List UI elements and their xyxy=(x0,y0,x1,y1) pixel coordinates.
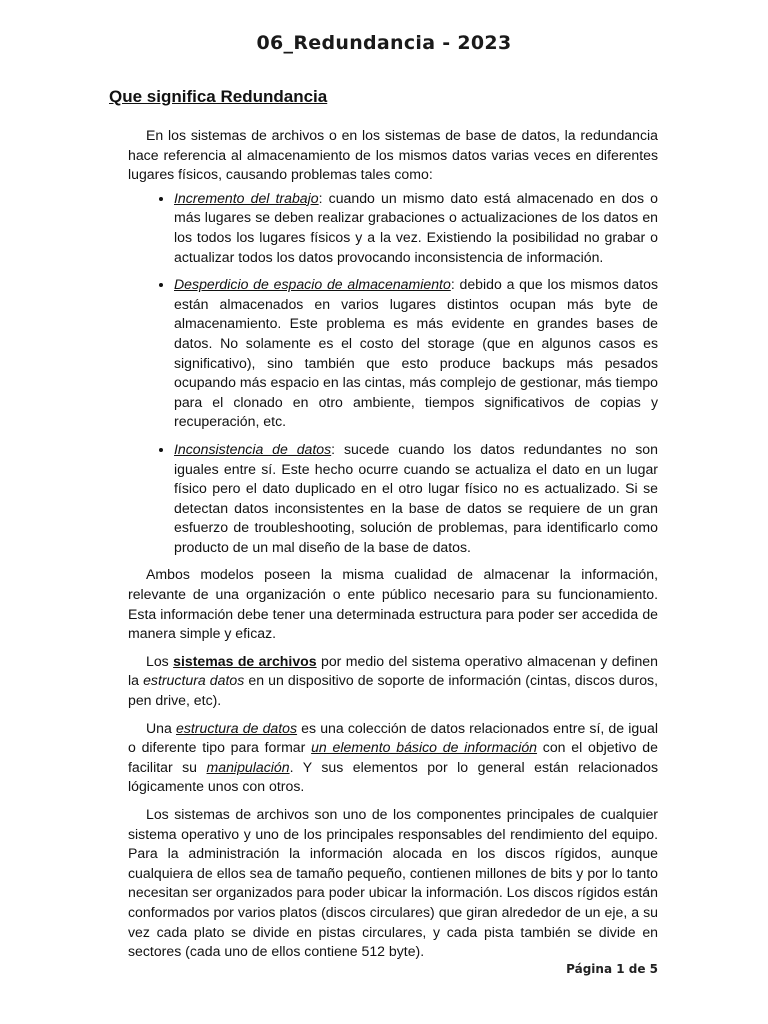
term-manipulation: manipulación xyxy=(206,758,290,775)
list-item-term: Desperdicio de espacio de almacenamiento xyxy=(174,276,451,293)
paragraph-data-structure xyxy=(128,719,658,797)
text-run: Los xyxy=(146,652,174,669)
term-data-structure-def: estructura de datos xyxy=(175,719,298,736)
intro-paragraph: En los sistemas de archivos o en los sistemas de base de datos, la redundancia hace referencia al almacenamiento de los mismos datos varias veces en diferentes lugares físicos, causando problemas tales como: xyxy=(128,127,658,183)
list-item-text: : sucede cuando los datos redundantes no son iguales entre sí. Este hecho ocurre cuando se actualiza el dato en un lugar físico pero el dato duplicado en el otro lugar físico no es actualizado. Si se detectan datos inconsistentes en la base de datos se requiere de un gran esfuerzo de troubleshooting, solución de problemas, para identificarlo como producto de un mal diseño de la base de datos. xyxy=(174,440,658,555)
list-item xyxy=(174,440,658,558)
list-item-text: : debido a que los mismos datos están almacenados en varios lugares distintos ocupan más byte de almacenamiento. Este problema es más evidente en grandes bases de datos. No solamente es el costo del storage (que en algunos casos es significativo), sino también que esto produce backups más pesados ocupando más espacio en las cintas, más complejo de gestionar, más tiempo para el clonado en otro ambiente, tiempos significativos de copias y recuperación, etc. xyxy=(174,276,658,430)
text-run: . Y sus elementos por lo general están relacionados lógicamente unos con otros. xyxy=(128,758,659,795)
text-run: por medio del sistema operativo almacenan y definen la xyxy=(128,652,658,689)
text-run: con el objetivo de facilitar su xyxy=(128,739,658,775)
list-item-term: Incremento del trabajo xyxy=(174,189,319,206)
text-run: Una xyxy=(146,719,176,736)
list-item xyxy=(174,189,658,267)
page-number: Página 1 de 5 xyxy=(566,962,658,976)
paragraph-file-systems xyxy=(128,652,658,711)
term-basic-element: un elemento básico de información xyxy=(311,739,538,756)
paragraph-models: Ambos modelos poseen la misma cualidad de almacenar la información, relevante de una organización o ente público necesario para su funcionamiento. Esta información debe tener una determinada estructura para poder ser accedida de manera simple y eficaz. xyxy=(128,566,658,642)
term-file-systems: sistemas de archivos xyxy=(173,652,317,669)
document-body xyxy=(109,86,659,962)
paragraph-disks: Los sistemas de archivos son uno de los componentes principales de cualquier sistema operativo y uno de los principales responsables del rendimiento del equipo. Para la administración la información alocada en los discos rígidos, aunque cualquiera de ellos sea de tamaño pequeño, contienen millones de bits y por lo tanto necesitan ser organizados para poder ubicar la información. Los discos rígidos están conformados por varios platos (discos circulares) que giran alrededor de un eje, a su vez cada plato se divide en pistas circulares, y cada pista también se divide en sectores (cada uno de ellos contiene 512 byte). xyxy=(128,806,658,960)
text-run: en un dispositivo de soporte de información (cintas, discos duros, pen drive, etc). xyxy=(128,672,659,709)
problems-list xyxy=(128,189,658,558)
text-run: es una colección de datos relacionados entre sí, de igual o diferente tipo para formar xyxy=(128,719,658,756)
page-title: 06_Redundancia - 2023 xyxy=(256,32,512,54)
list-item-text: : cuando un mismo dato está almacenado en dos o más lugares se deben realizar grabaciones o actualizaciones de los datos en los todos los lugares físicos y a la vez. Existiendo la posibilidad no grabar o actualizar todos los datos provocando inconsistencia de información. xyxy=(174,189,658,265)
list-item-term: Inconsistencia de datos xyxy=(174,440,332,457)
section-heading: Que significa Redundancia xyxy=(109,87,328,106)
term-data-structure: estructura datos xyxy=(143,672,245,689)
list-item xyxy=(174,275,658,432)
